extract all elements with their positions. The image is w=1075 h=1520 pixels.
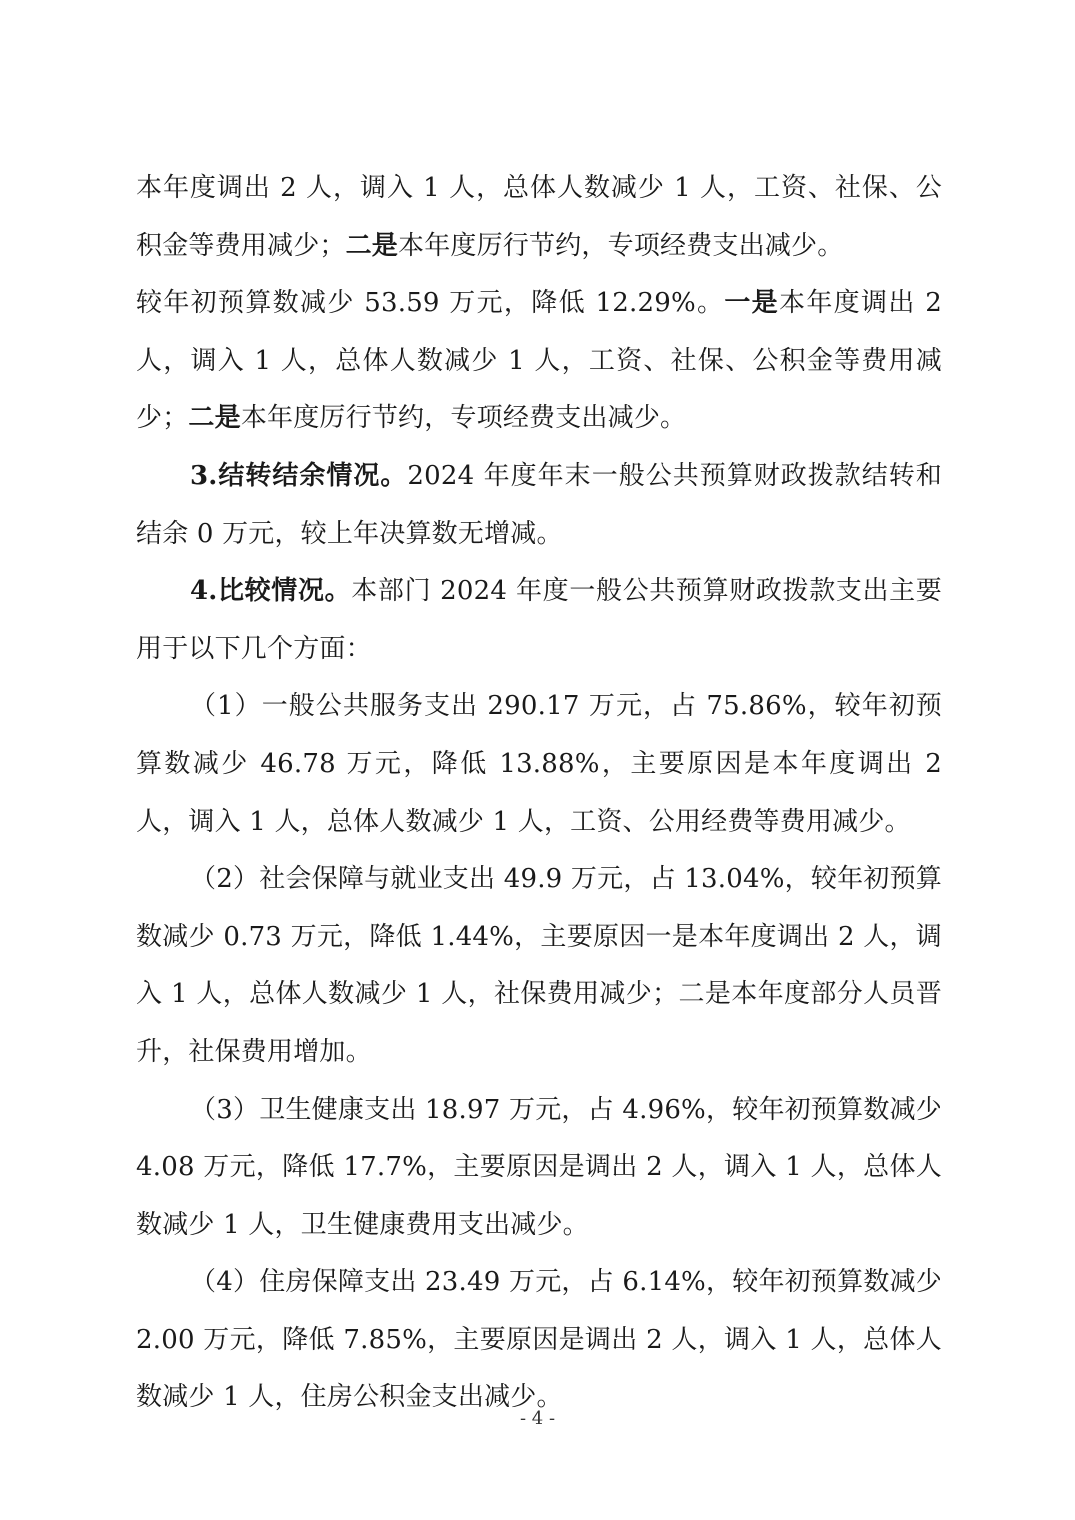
paragraph-1-bold-second: 二是 [345,230,399,261]
page-number: - 4 - [519,1408,556,1429]
section-comparison-heading: 4.比较情况。 [190,576,352,607]
paragraph-2-bold-second: 二是 [188,403,241,434]
paragraph-2-bold-first: 一是 [724,288,779,319]
item-housing: （4）住房保障支出 23.49 万元，占 6.14%，较年初预算数减少 2.00 万元，降低 7.85%，主要原因是调出 2 人，调入 1 人，总体人数减少 1 人，住房公积金支出减少。 [136,1267,942,1413]
section-carryover [136,448,942,563]
document-body [136,160,942,1427]
section-carryover-text: 2024 年度年末一般公共预算财政拨款结转和结余 0 万元，较上年决算数无增减。 [136,460,942,549]
paragraph-continuation-1 [136,160,942,275]
paragraph-1-text-a: 本年度调出 2 人，调入 1 人，总体人数减少 1 人，工资、社保、公积金等费用减少； [136,173,942,261]
item-health: （3）卫生健康支出 18.97 万元，占 4.96%，较年初预算数减少 4.08 万元，降低 17.7%，主要原因是调出 2 人，调入 1 人，总体人数减少 1 人，卫生健康费用支出减少。 [136,1094,942,1240]
item-social-security: （2）社会保障与就业支出 49.9 万元，占 13.04%，较年初预算数减少 0.73 万元，降低 1.44%，主要原因一是本年度调出 2 人，调入 1 人，总体人数减少 1 人，社保费用减少；二是本年度部分人员晋升，社保费用增加。 [136,864,942,1067]
paragraph-1-text-c: 本年度厉行节约，专项经费支出减少。 [398,230,844,261]
section-carryover-heading: 3.结转结余情况。 [190,460,408,491]
section-comparison-text: 本部门 2024 年度一般公共预算财政拨款支出主要用于以下几个方面： [136,576,943,664]
item-general-public-services: （1）一般公共服务支出 290.17 万元，占 75.86%，较年初预算数减少 46.78 万元，降低 13.88%，主要原因是本年度调出 2 人，调入 1 人，总体人数减少 1 人，工资、公用经费等费用减少。 [136,691,942,837]
paragraph-2-text-a: 较年初预算数减少 53.59 万元，降低 12.29%。 [136,288,725,319]
paragraph-2-text-e: 本年度厉行节约，专项经费支出减少。 [240,403,687,434]
section-comparison [136,563,942,678]
paragraph-continuation-2 [136,275,942,448]
paragraph-2-text-c: 本年度调出 2 人，调入 1 人，总体人数减少 1 人，工资、社保、公积金等费用减少； [136,288,942,434]
